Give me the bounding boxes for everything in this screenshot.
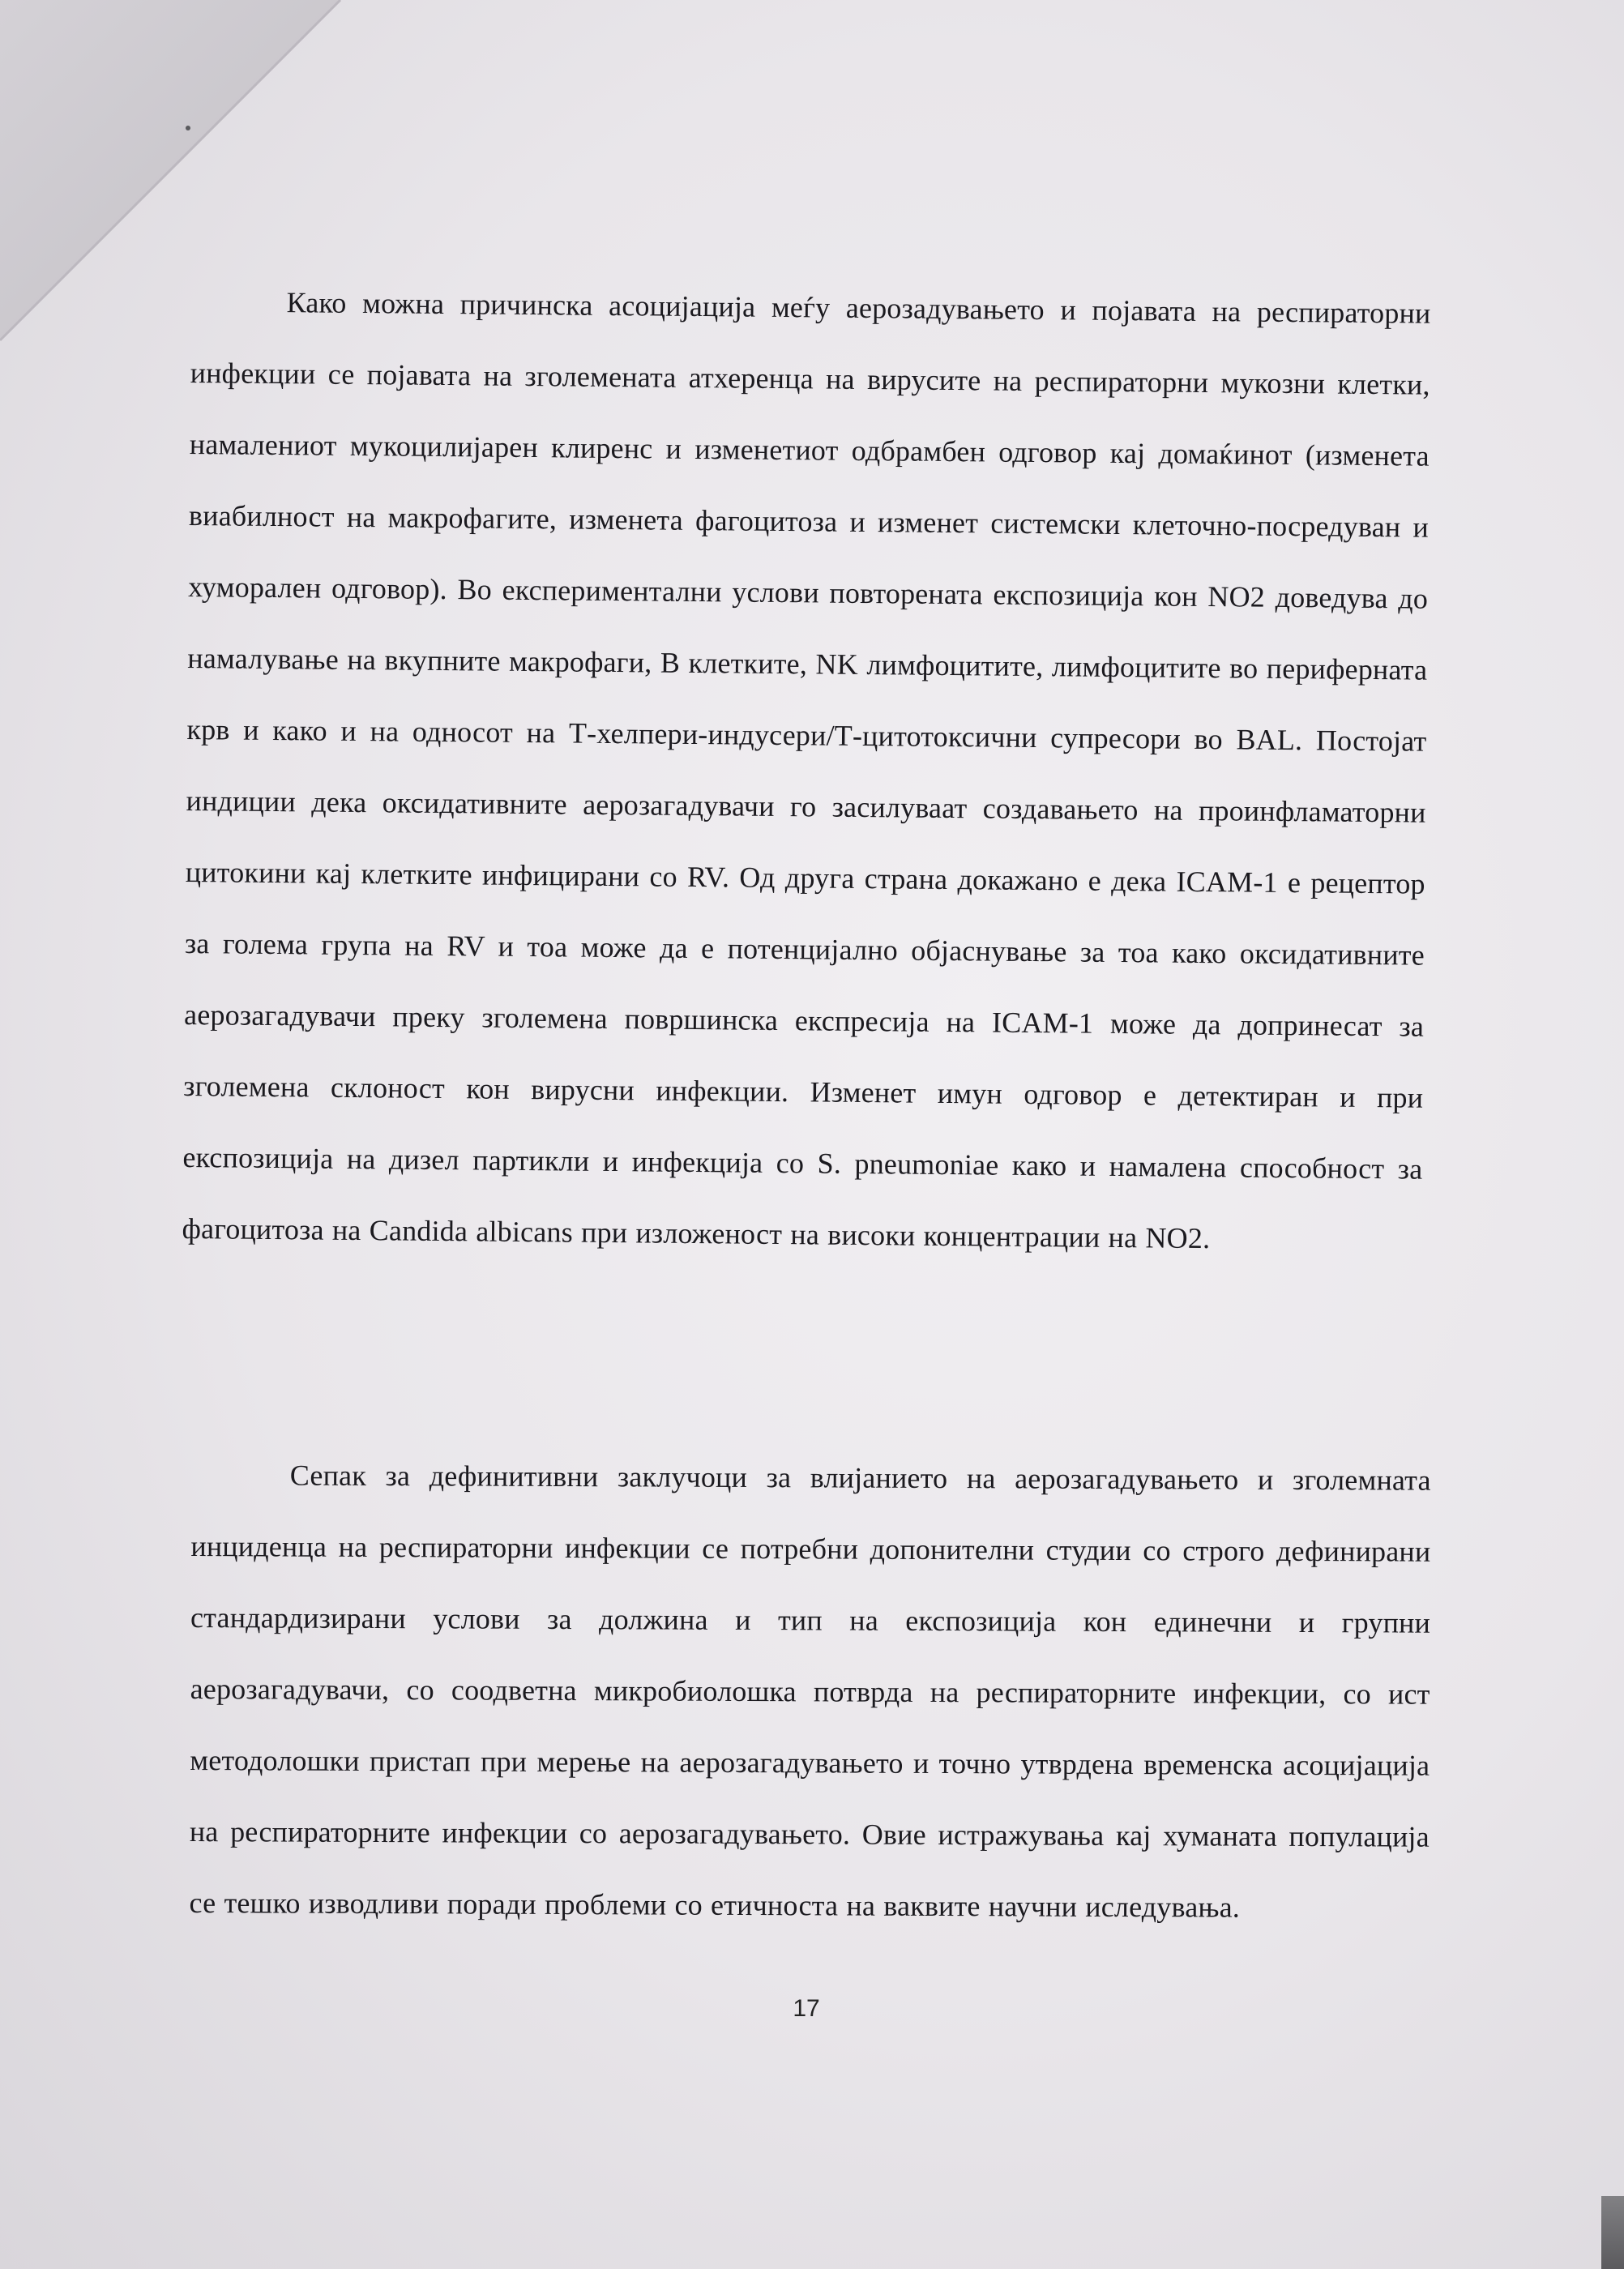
page-number: 17: [793, 1995, 820, 2022]
edge-shadow: [1601, 2196, 1624, 2269]
body-paragraph-1: Како можна причинска асоцијација меѓу аерозадувањето и појавата на респираторни инфекции се појавата на зголемената атхеренца на вирусите на респираторни мукозни клетки, намалениот мукоцилијарен клиренс и изменетиот одбрамбен одговор кај домаќинот (изменета виабилност на макрофагите, изменета фагоцитоза и изменет системски клеточно-посредуван и хуморален одговор). Во експериментални услови повторената експозиција кон NO2 доведува до намалување на вкупните макрофаги, B клетките, NK лимфоцитите, лимфоцитите во периферната крв и како и на односот на Т-хелпери-индусери/Т-цитотоксични супресори во BAL. Постојат индиции дека оксидативните аерозагадувачи го засилуваат создавањето на проинфламаторни цитокини кај клетките инфицирани со RV. Од друга страна докажано е дека ICAM-1 е рецептор за голема група на RV и тоа може да е потенцијално објаснување за тоа како оксидативните аерозагадувачи преку зголемена површинска експресија на ICAM-1 може да допринесат за зголемена склоност кон вирусни инфекции. Изменет имун одговор е детектиран и при експозиција на дизел партикли и инфекција со S. pneumoniae како и намалена способност за фагоцитоза на Candida albicans при изложеност на високи концентрации на NO2.: [182, 286, 1431, 1255]
body-paragraph-2: Сепак за дефинитивни заклучоци за влијанието на аерозагадувањето и зголемната инциденца на респираторни инфекции се потребни допонителни студии со строго дефинирани стандардизирани услови за должина и тип на експозиција кон единечни и групни аерозагадувачи, со соодветна микробиолошка потврда на респираторните инфекции, со ист методолошки пристап при мерење на аерозагадувањето и точно утврдена временска асоцијација на респираторните инфекции со аерозагадувањето. Овие истражувања кај хуманата популација се тешко изводливи поради проблеми со етичноста на ваквите научни иследувања.: [189, 1459, 1431, 1924]
